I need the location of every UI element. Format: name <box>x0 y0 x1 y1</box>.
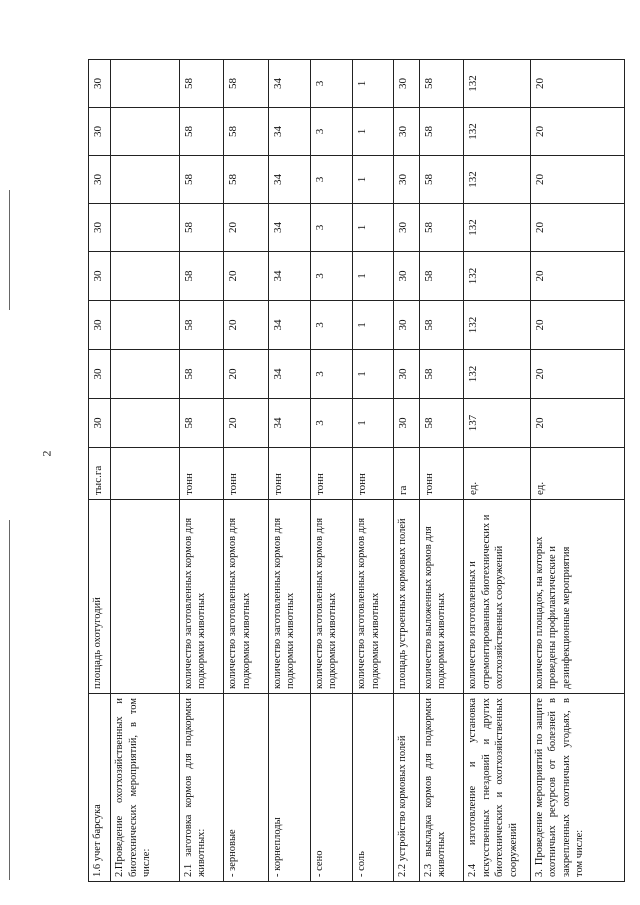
value-cell: 1 <box>353 156 393 204</box>
value-cell: 3 <box>311 60 353 108</box>
value-cell: 1 <box>353 204 393 252</box>
value-cell: 1 <box>353 301 393 350</box>
table-body <box>89 60 625 882</box>
unit-cell: ед. <box>464 448 531 500</box>
value-cell: 137 <box>464 399 531 448</box>
value-cell: 3 <box>311 108 353 156</box>
indicator-cell: количество заготовленных кормов для подкормки животных <box>224 500 268 694</box>
value-cell: 58 <box>179 108 223 156</box>
rotated-table-frame <box>88 60 625 882</box>
indicator-cell: количество выложенных кормов для подкормки животных <box>420 500 464 694</box>
value-cell: 20 <box>224 204 268 252</box>
value-cell: 30 <box>393 252 419 301</box>
table-row <box>464 60 531 882</box>
value-cell: 30 <box>393 399 419 448</box>
activity-name-cell: - зерновые <box>224 694 268 882</box>
activity-name-cell: 2.3 выкладка кормов для подкормки животных <box>420 694 464 882</box>
value-cell: 30 <box>89 60 111 108</box>
activity-name-cell: 2.1 заготовка кормов для подкормки животных: <box>179 694 223 882</box>
value-cell: 30 <box>89 204 111 252</box>
indicator-cell: площадь устроенных кормовых полей <box>393 500 419 694</box>
value-cell: 20 <box>531 204 625 252</box>
value-cell: 20 <box>531 350 625 399</box>
activity-name-cell: - соль <box>353 694 393 882</box>
value-cell: 58 <box>224 156 268 204</box>
value-cell: 3 <box>311 204 353 252</box>
unit-cell <box>111 448 180 500</box>
value-cell: 30 <box>89 350 111 399</box>
value-cell: 20 <box>224 350 268 399</box>
table-row <box>311 60 353 882</box>
value-cell: 30 <box>89 108 111 156</box>
value-cell: 34 <box>268 252 310 301</box>
value-cell: 30 <box>89 252 111 301</box>
value-cell: 30 <box>89 301 111 350</box>
indicator-cell: количество заготовленных кормов для подкормки животных <box>311 500 353 694</box>
indicator-cell: количество изготовленных и отремонтированных биотехнических и охотхозяйственных сооружений <box>464 500 531 694</box>
value-cell <box>111 301 180 350</box>
unit-cell: га <box>393 448 419 500</box>
indicator-cell <box>111 500 180 694</box>
value-cell: 1 <box>353 350 393 399</box>
table-row <box>420 60 464 882</box>
value-cell: 20 <box>531 108 625 156</box>
value-cell: 34 <box>268 156 310 204</box>
value-cell: 58 <box>420 252 464 301</box>
value-cell: 58 <box>420 108 464 156</box>
value-cell: 20 <box>224 301 268 350</box>
table-row <box>531 60 625 882</box>
value-cell: 20 <box>531 399 625 448</box>
page-number: 2 <box>39 450 54 457</box>
value-cell: 58 <box>420 156 464 204</box>
value-cell: 132 <box>464 108 531 156</box>
indicator-cell: площадь охотугодий <box>89 500 111 694</box>
value-cell: 34 <box>268 108 310 156</box>
unit-cell: тонн <box>268 448 310 500</box>
unit-cell: тыс.га <box>89 448 111 500</box>
activity-name-cell: - сено <box>311 694 353 882</box>
activity-name-cell: 2.2 устройство кормовых полей <box>393 694 419 882</box>
value-cell: 20 <box>531 252 625 301</box>
indicator-cell: количество площадок, на которых проведены профилактические и дезинфекционные мероприятия <box>531 500 625 694</box>
value-cell <box>111 252 180 301</box>
table-row <box>393 60 419 882</box>
unit-cell: тонн <box>311 448 353 500</box>
value-cell: 132 <box>464 60 531 108</box>
value-cell: 58 <box>179 60 223 108</box>
activity-name-cell: 3. Проведение мероприятий по защите охотничьих ресурсов от болезней в закрепленных охотничьих угодьях, в том числе: <box>531 694 625 882</box>
value-cell: 30 <box>393 156 419 204</box>
value-cell: 132 <box>464 156 531 204</box>
value-cell: 1 <box>353 252 393 301</box>
value-cell: 1 <box>353 399 393 448</box>
value-cell: 58 <box>179 399 223 448</box>
value-cell: 34 <box>268 60 310 108</box>
value-cell <box>111 204 180 252</box>
activity-name-cell: 2.4 изготовление и установка искусственных гнездовий и других биотехнических и охотхозяйственных сооружений <box>464 694 531 882</box>
value-cell: 34 <box>268 350 310 399</box>
value-cell: 58 <box>420 204 464 252</box>
value-cell: 58 <box>420 60 464 108</box>
activity-name-cell: - корнеплоды <box>268 694 310 882</box>
indicator-cell: количество заготовленных кормов для подкормки животных <box>179 500 223 694</box>
value-cell: 3 <box>311 156 353 204</box>
unit-cell: тонн <box>179 448 223 500</box>
indicator-cell: количество заготовленных кормов для подкормки животных <box>353 500 393 694</box>
value-cell: 20 <box>531 60 625 108</box>
unit-cell: тонн <box>224 448 268 500</box>
table-rotator <box>88 60 625 882</box>
scan-edge-mark <box>9 520 10 880</box>
unit-cell: тонн <box>420 448 464 500</box>
indicators-table <box>88 59 625 882</box>
scan-edge-mark <box>9 190 10 310</box>
value-cell: 30 <box>89 156 111 204</box>
value-cell: 20 <box>224 252 268 301</box>
value-cell: 30 <box>393 108 419 156</box>
value-cell: 58 <box>224 60 268 108</box>
value-cell: 58 <box>420 301 464 350</box>
table-row <box>89 60 111 882</box>
value-cell: 30 <box>393 204 419 252</box>
unit-cell: ед. <box>531 448 625 500</box>
value-cell <box>111 350 180 399</box>
value-cell: 3 <box>311 301 353 350</box>
table-row <box>224 60 268 882</box>
value-cell: 20 <box>531 156 625 204</box>
value-cell: 1 <box>353 60 393 108</box>
table-row <box>111 60 180 882</box>
value-cell: 34 <box>268 301 310 350</box>
value-cell: 132 <box>464 204 531 252</box>
value-cell: 132 <box>464 301 531 350</box>
value-cell: 58 <box>179 301 223 350</box>
value-cell: 30 <box>393 301 419 350</box>
value-cell: 1 <box>353 108 393 156</box>
value-cell: 58 <box>420 350 464 399</box>
value-cell: 20 <box>531 301 625 350</box>
value-cell: 58 <box>179 252 223 301</box>
activity-name-cell: 1.6 учет барсука <box>89 694 111 882</box>
unit-cell: тонн <box>353 448 393 500</box>
value-cell: 30 <box>393 350 419 399</box>
value-cell: 20 <box>224 399 268 448</box>
value-cell: 58 <box>179 350 223 399</box>
value-cell: 58 <box>179 156 223 204</box>
activity-name-cell: 2.Проведение охотхозяйственных и биотехнических мероприятий, в том числе: <box>111 694 180 882</box>
value-cell: 3 <box>311 350 353 399</box>
value-cell: 58 <box>224 108 268 156</box>
value-cell: 30 <box>89 399 111 448</box>
value-cell: 132 <box>464 252 531 301</box>
value-cell: 58 <box>420 399 464 448</box>
value-cell <box>111 156 180 204</box>
indicator-cell: количество заготовленных кормов для подкормки животных <box>268 500 310 694</box>
value-cell: 3 <box>311 252 353 301</box>
value-cell <box>111 60 180 108</box>
value-cell <box>111 108 180 156</box>
table-row <box>353 60 393 882</box>
value-cell: 3 <box>311 399 353 448</box>
value-cell: 58 <box>179 204 223 252</box>
value-cell: 34 <box>268 204 310 252</box>
value-cell: 34 <box>268 399 310 448</box>
table-row <box>268 60 310 882</box>
value-cell: 30 <box>393 60 419 108</box>
table-row <box>179 60 223 882</box>
value-cell: 132 <box>464 350 531 399</box>
value-cell <box>111 399 180 448</box>
